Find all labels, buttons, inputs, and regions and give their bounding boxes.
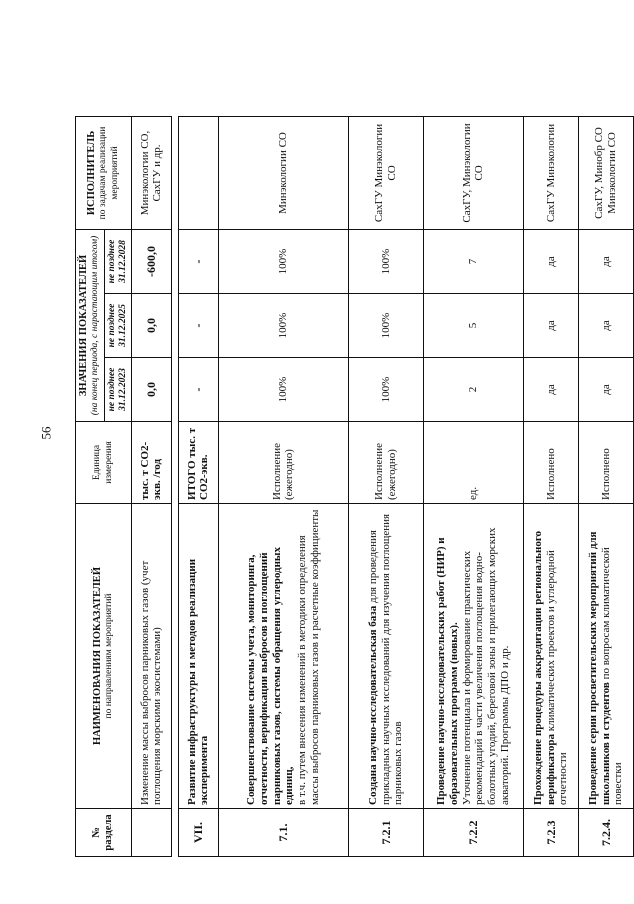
indicators-table-sheet xyxy=(75,117,625,857)
row-v2023: 0,0 xyxy=(131,358,171,422)
page-number: 56 xyxy=(38,426,54,440)
row-name xyxy=(578,504,633,809)
row-v2028: - xyxy=(178,229,218,293)
row-v2025: 100% xyxy=(348,294,423,358)
row-name xyxy=(218,504,348,809)
row-executor: СахГУ, Минобр СО Минэкологии СО xyxy=(578,116,633,229)
row-v2028: да xyxy=(523,229,578,293)
header-values xyxy=(76,229,105,421)
header-year-2025: не позднее 31.12.2025 xyxy=(104,294,131,358)
table-row xyxy=(348,116,423,856)
row-name-bold: Развитие инфраструктуры и методов реализации эксперимента xyxy=(178,504,218,809)
row-name-bold: Прохождение процедуры аккредитации регионального верификатора xyxy=(531,530,557,805)
row-num: 7.2.4. xyxy=(578,809,633,857)
row-v2023: 100% xyxy=(218,358,348,422)
row-name-bold: Создана научно-исследовательская база xyxy=(366,605,379,805)
table-row xyxy=(178,116,218,856)
row-unit: Исполнено xyxy=(578,422,633,504)
row-num: 7.2.1 xyxy=(348,809,423,857)
row-v2025: да xyxy=(523,294,578,358)
row-name xyxy=(423,504,523,809)
header-unit: Единица измерения xyxy=(76,422,132,504)
row-executor: Минэкологии СО, СахГУ и др. xyxy=(131,116,171,229)
row-num: 7.1. xyxy=(218,809,348,857)
row-unit: ИТОГО тыс. т СО2-экв. xyxy=(178,422,218,504)
row-v2028: 100% xyxy=(348,229,423,293)
row-v2028: 100% xyxy=(218,229,348,293)
header-indicator-sub: по направлениям мероприятий xyxy=(104,593,115,719)
row-name-text: в т.ч. путем внесения изменений в методики определения массы выбросов парниковых газов и расчетные коэффициенты xyxy=(296,509,322,805)
row-name xyxy=(523,504,578,809)
row-unit: тыс. т СО2-экв. /год xyxy=(131,422,171,504)
indicators-table xyxy=(75,116,634,857)
row-num: VII. xyxy=(178,809,218,857)
row-v2025: 100% xyxy=(218,294,348,358)
row-v2025: да xyxy=(578,294,633,358)
row-num: 7.2.2 xyxy=(423,809,523,857)
row-v2023: 100% xyxy=(348,358,423,422)
row-v2028: 7 xyxy=(423,229,523,293)
row-v2023: да xyxy=(578,358,633,422)
table-row xyxy=(131,116,171,856)
separator-row xyxy=(171,116,178,856)
header-executor-sub: по задачам реализации мероприятий xyxy=(98,126,120,220)
table-row xyxy=(218,116,348,856)
table-row xyxy=(523,116,578,856)
header-executor-title: ИСПОЛНИТЕЛЬ xyxy=(86,130,98,216)
header-indicator-name xyxy=(76,504,132,809)
row-name-bold: Проведение научно-исследовательских работ (НИР) и образовательных программ (новых). xyxy=(434,537,460,805)
row-v2025: - xyxy=(178,294,218,358)
row-name-text: для проведения прикладных научных исследований для изучения поглощения парниковых газов xyxy=(366,513,405,805)
header-section-number: № раздела xyxy=(76,809,132,857)
table-row xyxy=(423,116,523,856)
row-num xyxy=(131,809,171,857)
header-year-2028: не позднее 31.12.2028 xyxy=(104,229,131,293)
row-v2023: 2 xyxy=(423,358,523,422)
row-unit: Исполнение (ежегодно) xyxy=(348,422,423,504)
row-unit: ед. xyxy=(423,422,523,504)
header-indicator-title: НАИМЕНОВАНИЯ ПОКАЗАТЕЛЕЙ xyxy=(91,567,103,745)
row-executor: СахГУ, Минэкологии СО xyxy=(423,116,523,229)
row-executor xyxy=(178,116,218,229)
header-values-sub: (на конец периода, с нарастающим итогом) xyxy=(90,235,101,416)
row-v2025: 5 xyxy=(423,294,523,358)
row-executor: СахГУ Минэкологии xyxy=(523,116,578,229)
row-name xyxy=(348,504,423,809)
row-executor: СахГУ Минэкологии СО xyxy=(348,116,423,229)
row-v2028: -600,0 xyxy=(131,229,171,293)
header-executor xyxy=(76,116,132,229)
row-name-text: по вопросам климатической повестки xyxy=(599,547,625,805)
row-name-bold: Проведение серии просветительских мероприятий для школьников и студентов xyxy=(586,531,612,805)
table-row xyxy=(578,116,633,856)
header-year-2023: не позднее 31.12.2023 xyxy=(104,358,131,422)
row-name-text: климатических проектов и углеродной отчетности xyxy=(544,550,570,805)
row-executor: Минэкологии СО xyxy=(218,116,348,229)
header-values-title: ЗНАЧЕНИЯ ПОКАЗАТЕЛЕЙ xyxy=(78,254,89,397)
row-v2023: да xyxy=(523,358,578,422)
row-num: 7.2.3 xyxy=(523,809,578,857)
row-v2023: - xyxy=(178,358,218,422)
row-v2025: 0,0 xyxy=(131,294,171,358)
row-name-bold: Совершенствование системы учета, мониторинга, отчетности, верификации выбросов и поглощений парниковых газов, системы обращения углеродных единиц, xyxy=(244,546,296,805)
row-name: Изменение массы выбросов парниковых газов (учет поглощения морскими экосистемами) xyxy=(131,504,171,809)
header-row xyxy=(76,116,105,856)
row-unit: Исполнение (ежегодно) xyxy=(218,422,348,504)
row-unit: Исполнено xyxy=(523,422,578,504)
row-v2028: да xyxy=(578,229,633,293)
row-name-text: Уточнение потенциала и формирование практических рекомендаций в части увеличения поглощения водно-болотных угодий, береговой зоны и прилегающих морских акваторий. Программы ДПО и др. xyxy=(460,527,512,805)
